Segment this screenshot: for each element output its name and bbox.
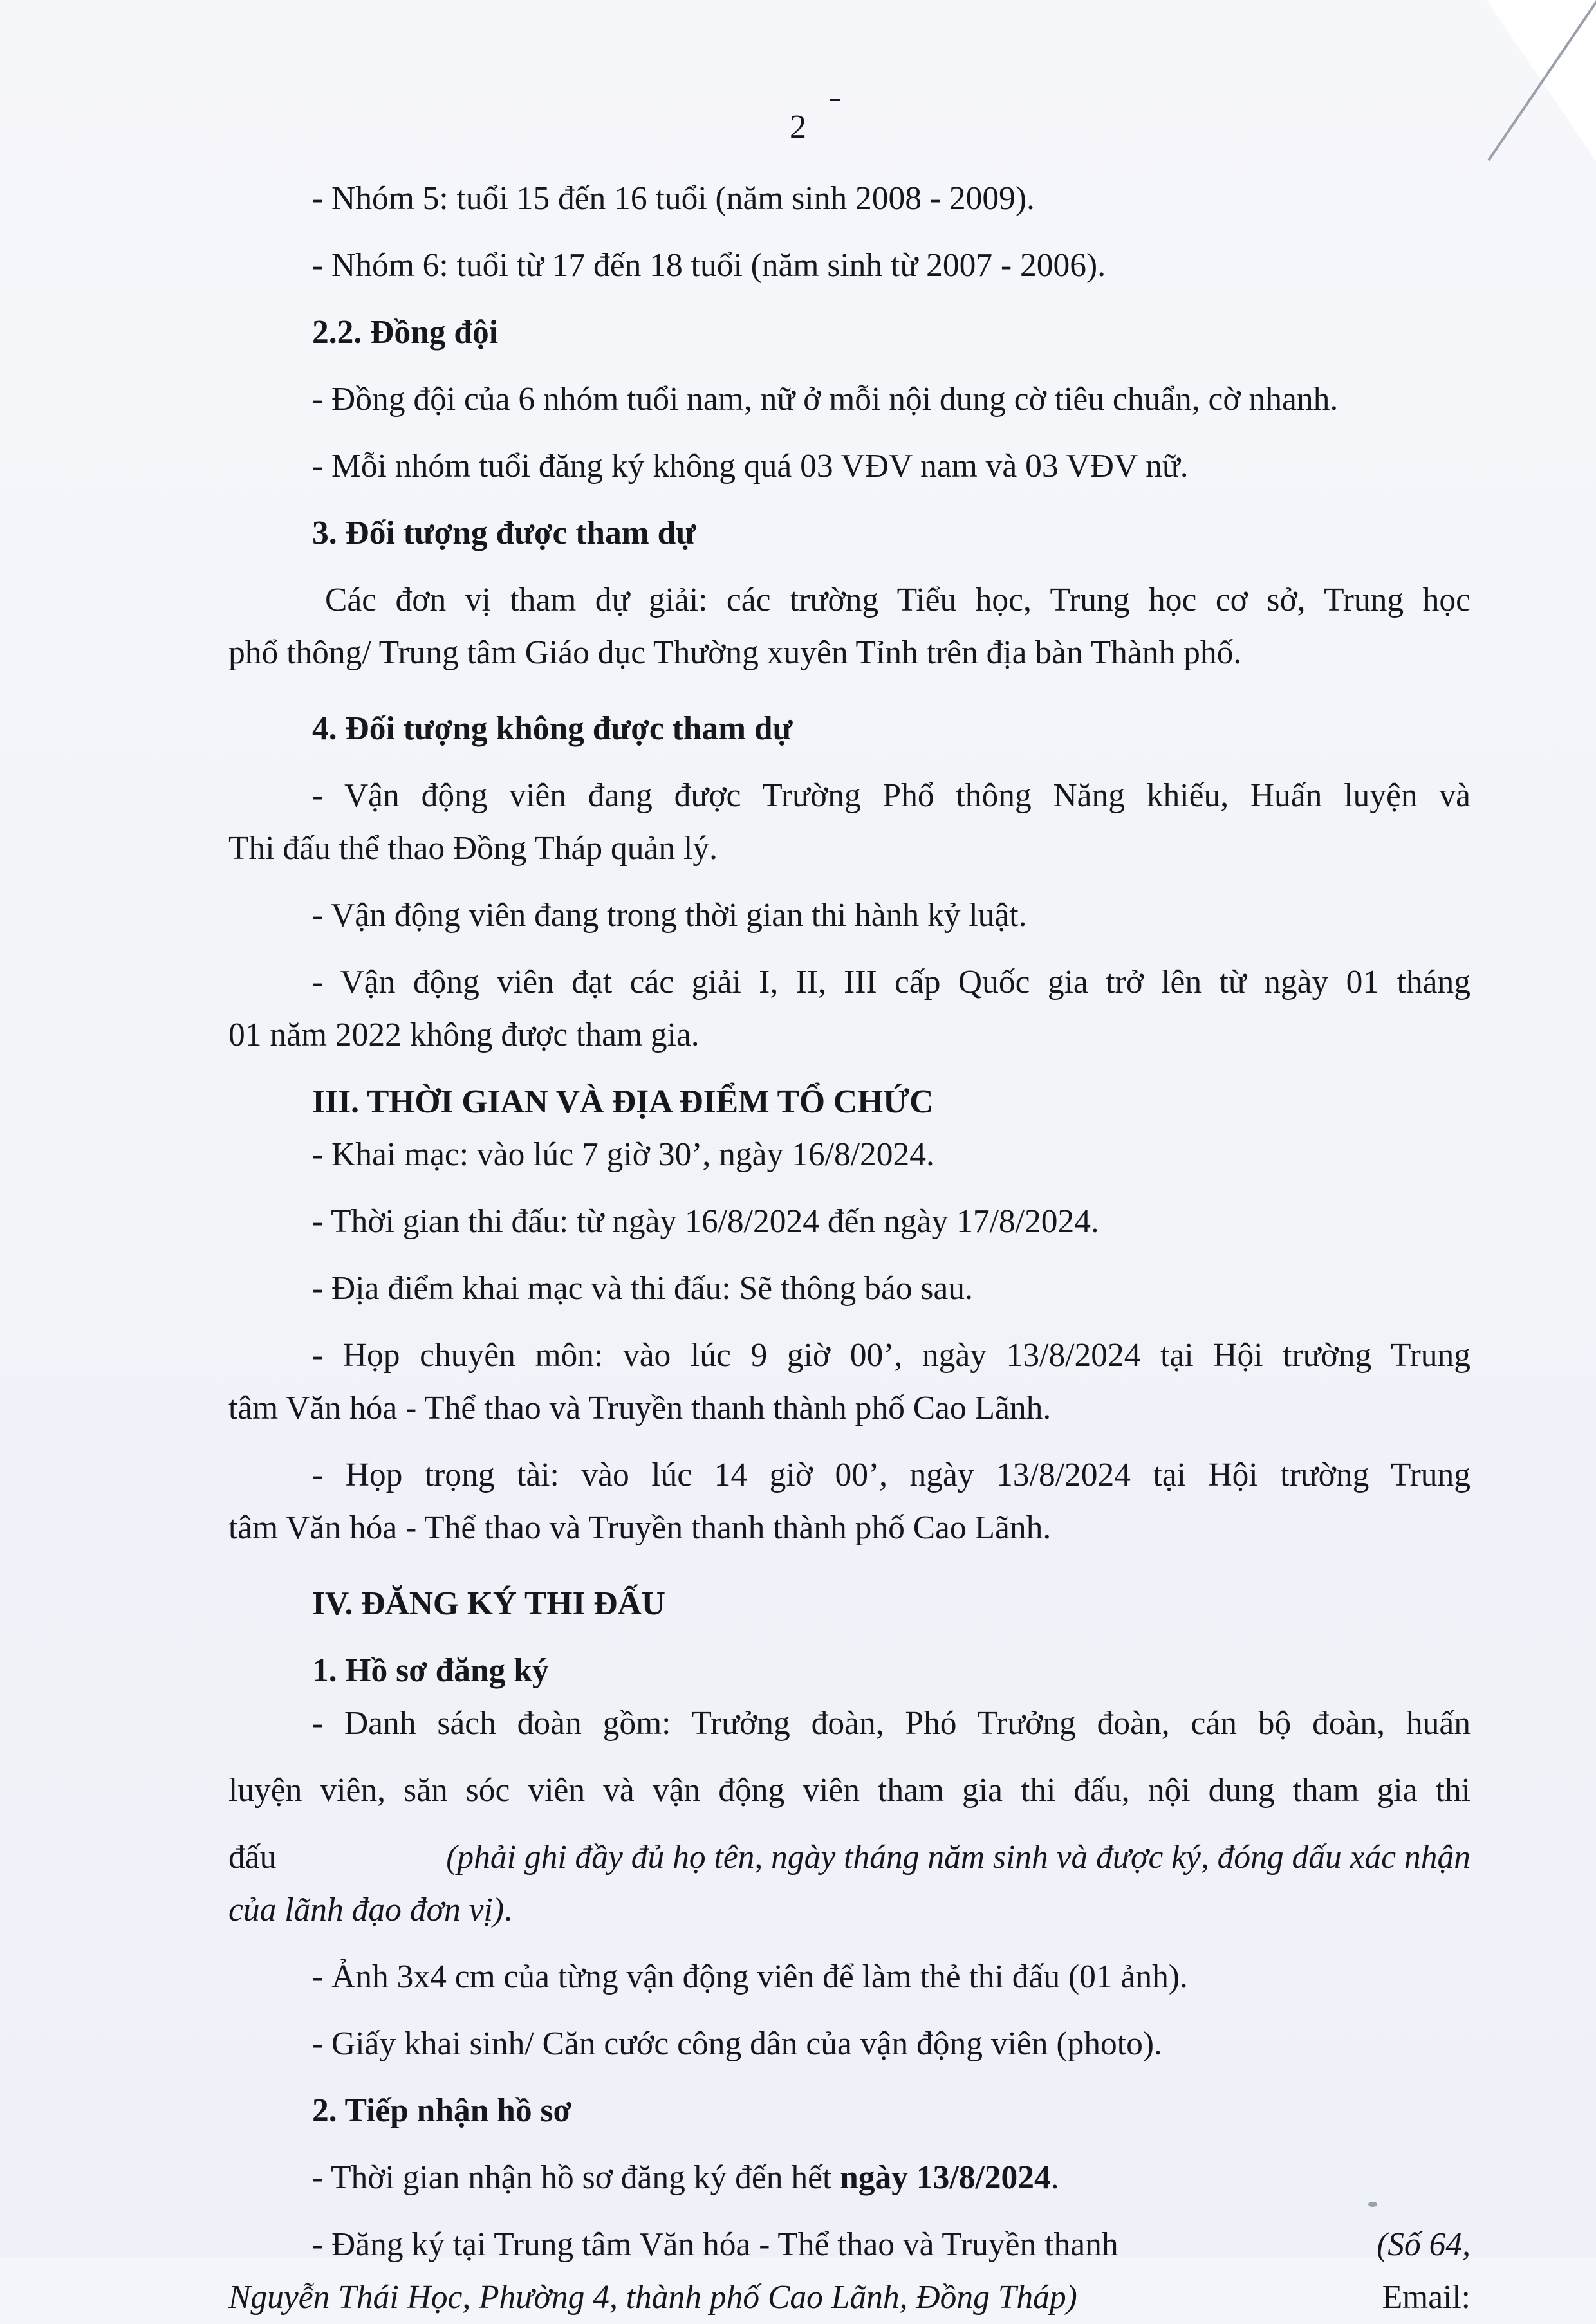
paragraph-line: - Họp trọng tài: vào lúc 14 giờ 00’, ngày 13/8/2024 tại Hội trường Trung <box>312 1457 1471 1493</box>
deadline-date: ngày 13/8/2024 <box>840 2159 1051 2196</box>
paragraph-text: đấu <box>228 1839 277 1876</box>
paragraph-line: luyện viên, săn sóc viên và vận động viên tham gia thi đấu, nội dung tham gia thi <box>228 1772 1471 1809</box>
subsection-heading: 2.2. Đồng đội <box>312 314 499 351</box>
list-item-text: . <box>1050 2159 1059 2196</box>
paragraph-line <box>228 2271 1471 2324</box>
section-heading: IV. ĐĂNG KÝ THI ĐẤU <box>312 1585 665 1622</box>
paragraph-italic-text: (Số 64, <box>1377 2226 1471 2263</box>
subsection-heading: 4. Đối tượng không được tham dự <box>312 710 793 747</box>
paragraph-line <box>228 1831 1471 1884</box>
paragraph-line: - Danh sách đoàn gồm: Trưởng đoàn, Phó Trưởng đoàn, cán bộ đoàn, huấn <box>312 1705 1471 1742</box>
list-item: - Mỗi nhóm tuổi đăng ký không quá 03 VĐV nam và 03 VĐV nữ. <box>312 448 1189 484</box>
list-item <box>228 2152 1471 2204</box>
paragraph-text: - Đăng ký tại Trung tâm Văn hóa - Thể thao và Truyền thanh <box>312 2226 1118 2263</box>
list-item: - Nhóm 6: tuổi từ 17 đến 18 tuổi (năm sinh từ 2007 - 2006). <box>312 247 1106 284</box>
paragraph-line: Thi đấu thể thao Đồng Tháp quản lý. <box>228 830 718 867</box>
paragraph-line: - Vận động viên đạt các giải I, II, III cấp Quốc gia trở lên từ ngày 01 tháng <box>312 964 1471 1001</box>
list-item: - Ảnh 3x4 cm của từng vận động viên để làm thẻ thi đấu (01 ảnh). <box>312 1959 1188 1995</box>
paragraph-text: . <box>503 1892 512 1928</box>
list-item: - Đồng đội của 6 nhóm tuổi nam, nữ ở mỗi nội dung cờ tiêu chuẩn, cờ nhanh. <box>312 381 1339 418</box>
paragraph-line <box>228 1884 1471 1937</box>
paragraph-italic-text: (phải ghi đầy đủ họ tên, ngày tháng năm sinh và được ký, đóng dấu xác nhận <box>446 1839 1471 1876</box>
paragraph-line: 01 năm 2022 không được tham gia. <box>228 1017 700 1053</box>
list-item: - Địa điểm khai mạc và thi đấu: Sẽ thông báo sau. <box>312 1270 973 1307</box>
paragraph-line: tâm Văn hóa - Thể thao và Truyền thanh thành phố Cao Lãnh. <box>228 1509 1052 1546</box>
subsection-heading: 3. Đối tượng được tham dự <box>312 515 696 551</box>
list-item: - Khai mạc: vào lúc 7 giờ 30’, ngày 16/8/2024. <box>312 1136 934 1173</box>
paragraph-line: phổ thông/ Trung tâm Giáo dục Thường xuyên Tỉnh trên địa bàn Thành phố. <box>228 634 1242 671</box>
paragraph-line: Các đơn vị tham dự giải: các trường Tiểu học, Trung học cơ sở, Trung học <box>325 582 1471 618</box>
subsection-heading: 1. Hồ sơ đăng ký <box>312 1652 549 1689</box>
paragraph-text: Email: <box>1382 2279 1471 2316</box>
document-body <box>228 172 1471 2324</box>
paragraph-italic-text: Nguyễn Thái Học, Phường 4, thành phố Cao Lãnh, Đồng Tháp) <box>228 2279 1077 2316</box>
paragraph-line: tâm Văn hóa - Thể thao và Truyền thanh thành phố Cao Lãnh. <box>228 1390 1052 1426</box>
paragraph-line: - Họp chuyên môn: vào lúc 9 giờ 00’, ngày 13/8/2024 tại Hội trường Trung <box>312 1337 1471 1374</box>
list-item: - Thời gian thi đấu: từ ngày 16/8/2024 đến ngày 17/8/2024. <box>312 1203 1099 1240</box>
scan-speck <box>1368 2202 1377 2207</box>
subsection-heading: 2. Tiếp nhận hồ sơ <box>312 2092 572 2129</box>
paragraph-italic-text: của lãnh đạo đơn vị) <box>228 1892 504 1928</box>
list-item-text: - Thời gian nhận hồ sơ đăng ký đến hết <box>312 2159 840 2196</box>
section-heading: III. THỜI GIAN VÀ ĐỊA ĐIỂM TỔ CHỨC <box>312 1084 934 1120</box>
list-item: - Vận động viên đang trong thời gian thi hành kỷ luật. <box>312 897 1027 934</box>
paragraph-line <box>228 2218 1471 2271</box>
page-number: 2 <box>0 108 1596 146</box>
list-item: - Nhóm 5: tuổi 15 đến 16 tuổi (năm sinh 2008 - 2009). <box>312 180 1035 217</box>
list-item: - Giấy khai sinh/ Căn cước công dân của vận động viên (photo). <box>312 2025 1162 2062</box>
paragraph-line: - Vận động viên đang được Trường Phổ thông Năng khiếu, Huấn luyện và <box>312 777 1471 814</box>
